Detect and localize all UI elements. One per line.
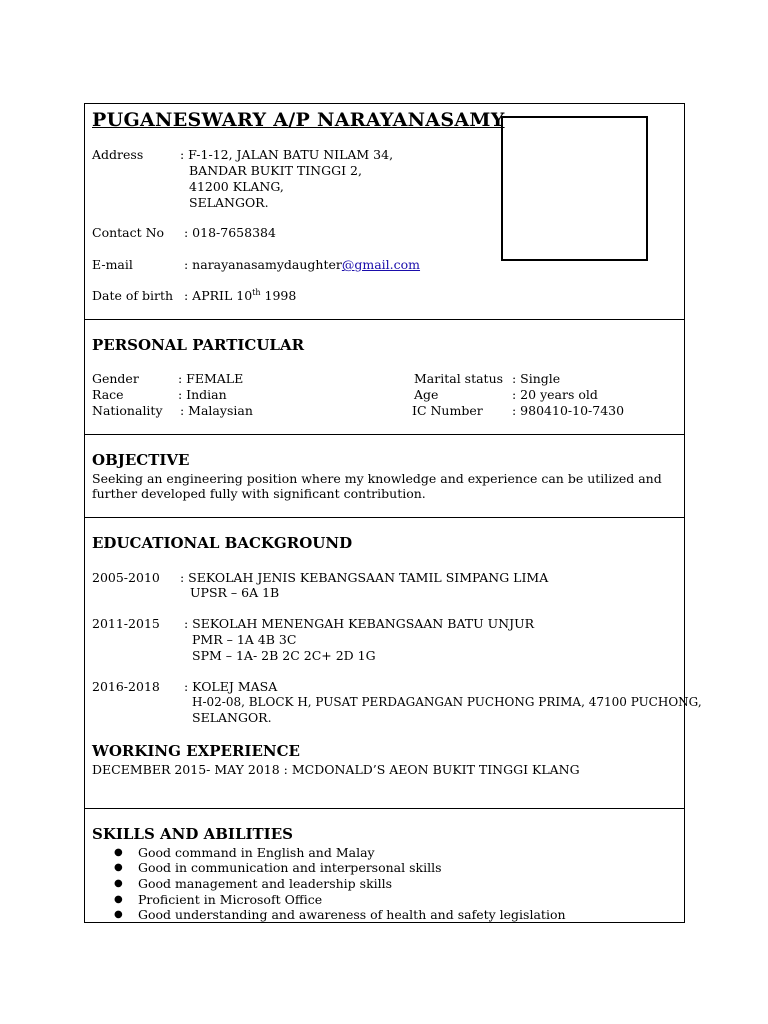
edu-detail-1-1: UPSR – 6A 1B (190, 585, 280, 600)
skills-heading: SKILLS AND ABILITIES (92, 825, 293, 843)
divider (85, 434, 684, 435)
experience-heading: WORKING EXPERIENCE (92, 742, 300, 760)
edu-years-2: 2011-2015 (92, 616, 160, 631)
email-domain-link[interactable]: @gmail.com (341, 257, 421, 272)
edu-school-1: : SEKOLAH JENIS KEBANGSAAN TAMIL SIMPANG LIMA (180, 570, 549, 585)
divider (85, 517, 684, 518)
email-user: : narayanasamydaughter (184, 257, 342, 272)
divider (85, 319, 684, 320)
edu-years-1: 2005-2010 (92, 570, 160, 585)
address-line-2: BANDAR BUKIT TINGGI 2, (189, 163, 362, 178)
edu-detail-2-1: PMR – 1A 4B 3C (192, 632, 297, 647)
dob-day: : APRIL 10 (184, 288, 253, 303)
edu-detail-3-2: SELANGOR. (192, 710, 272, 725)
photo-placeholder (501, 116, 648, 261)
skill-item: Proficient in Microsoft Office (138, 892, 323, 907)
address-line-1: : F-1-12, JALAN BATU NILAM 34, (180, 147, 394, 162)
bullet-icon: ● (114, 862, 123, 873)
dob-year: 1998 (260, 288, 297, 303)
dob-value (184, 288, 296, 303)
contact-value: : 018-7658384 (184, 225, 276, 240)
address-line-4: SELANGOR. (189, 195, 269, 210)
experience-line: DECEMBER 2015- MAY 2018 : MCDONALD’S AEON BUKIT TINGGI KLANG (92, 762, 580, 777)
gender-label: Gender (92, 371, 139, 386)
skill-item: Good understanding and awareness of health and safety legislation (138, 907, 566, 922)
email-label: E-mail (92, 257, 133, 272)
objective-line-1: Seeking an engineering position where my knowledge and experience can be utilized and (92, 471, 662, 486)
bullet-icon: ● (114, 878, 123, 889)
marital-label: Marital status (414, 371, 504, 386)
education-heading: EDUCATIONAL BACKGROUND (92, 534, 353, 552)
edu-school-2: : SEKOLAH MENENGAH KEBANGSAAN BATU UNJUR (184, 616, 535, 631)
nationality-label: Nationality (92, 403, 163, 418)
age-label: Age (414, 387, 439, 402)
objective-line-2: further developed fully with significant contribution. (92, 486, 426, 501)
ic-label: IC Number (412, 403, 483, 418)
address-line-3: 41200 KLANG, (189, 179, 284, 194)
bullet-icon: ● (114, 894, 123, 905)
resume-page (84, 103, 702, 923)
dob-suffix: th (252, 287, 261, 297)
skill-item: Good in communication and interpersonal skills (138, 860, 442, 875)
ic-value: : 980410-10-7430 (512, 403, 625, 418)
edu-detail-3-1: H-02-08, BLOCK H, PUSAT PERDAGANGAN PUCHONG PRIMA, 47100 PUCHONG, (192, 695, 702, 709)
personal-heading: PERSONAL PARTICULAR (92, 336, 305, 354)
email-value (184, 257, 420, 272)
nationality-value: : Malaysian (180, 403, 253, 418)
skill-item: Good management and leadership skills (138, 876, 393, 891)
marital-value: : Single (512, 371, 561, 386)
skill-item: Good command in English and Malay (138, 845, 375, 860)
edu-years-3: 2016-2018 (92, 679, 160, 694)
divider (85, 808, 684, 809)
dob-label: Date of birth (92, 288, 174, 303)
contact-label: Contact No (92, 225, 165, 240)
race-value: : Indian (178, 387, 227, 402)
edu-detail-2-2: SPM – 1A- 2B 2C 2C+ 2D 1G (192, 648, 376, 663)
gender-value: : FEMALE (178, 371, 244, 386)
age-value: : 20 years old (512, 387, 598, 402)
address-label: Address (92, 147, 144, 162)
objective-heading: OBJECTIVE (92, 451, 190, 469)
candidate-name: PUGANESWARY A/P NARAYANASAMY (92, 109, 505, 131)
race-label: Race (92, 387, 124, 402)
edu-school-3: : KOLEJ MASA (184, 679, 278, 694)
bullet-icon: ● (114, 847, 123, 858)
bullet-icon: ● (114, 909, 123, 920)
